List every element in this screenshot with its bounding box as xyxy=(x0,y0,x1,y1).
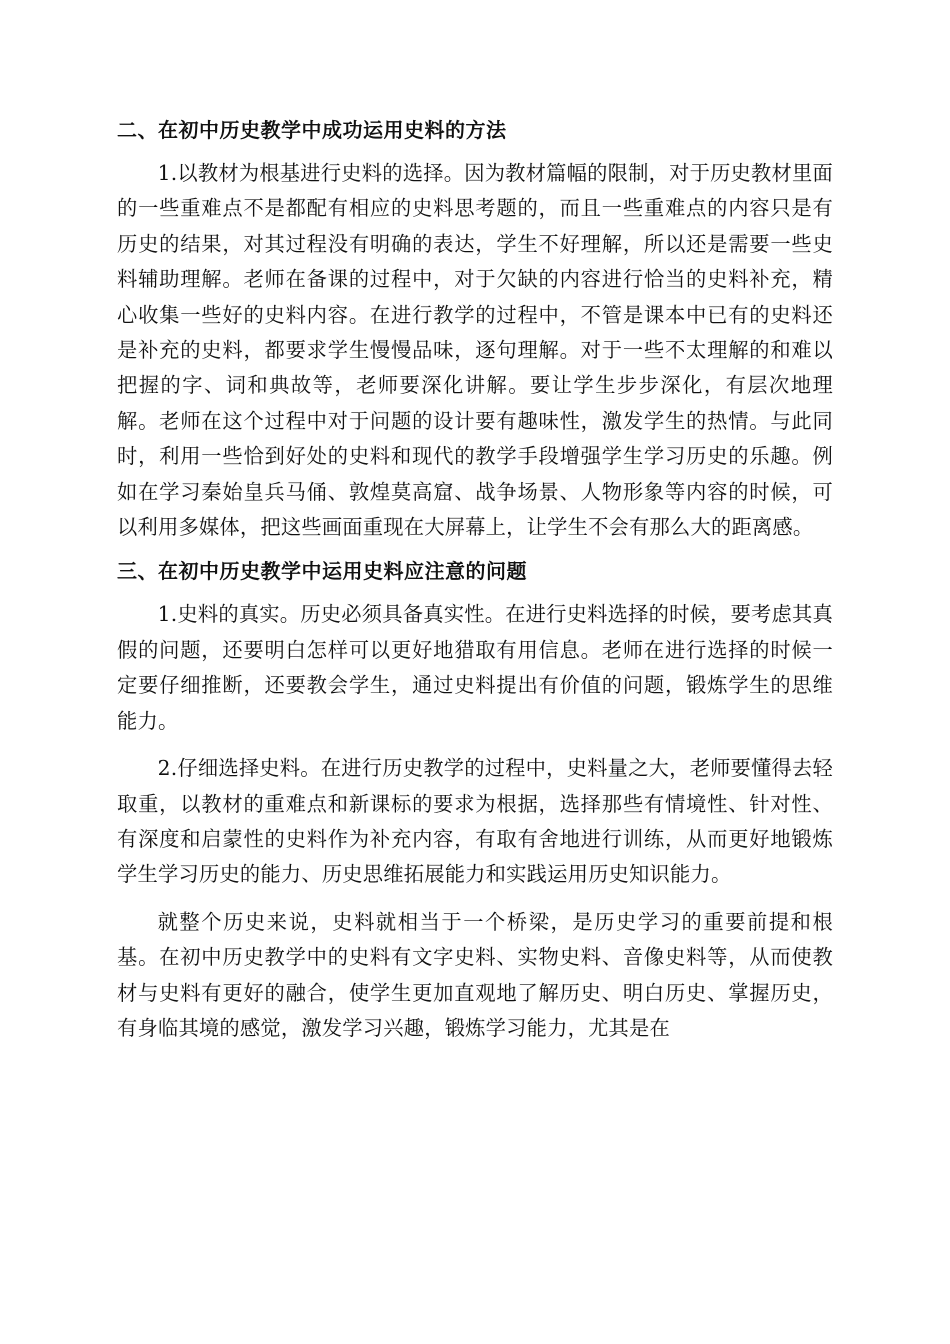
paragraph-textbook-selection: 1.以教材为根基进行史料的选择。因为教材篇幅的限制，对于历史教材里面的一些重难点不是都配有相应的史料思考题的，而且一些重难点的内容只是有历史的结果，对其过程没有明确的表达，学生不好理解，所以还是需要一些史料辅助理解。老师在备课的过程中，对于欠缺的内容进行恰当的史料补充，精心收集一些好的史料内容。在进行教学的过程中，不管是课本中已有的史料还是补充的史料，都要求学生慢慢品味，逐句理解。对于一些不太理解的和难以把握的字、词和典故等，老师要深化讲解。要让学生步步深化，有层次地理解。老师在这个过程中对于问题的设计要有趣味性，激发学生的热情。与此同时，利用一些恰到好处的史料和现代的教学手段增强学生学习历史的乐趣。例如在学习秦始皇兵马俑、敦煌莫高窟、战争场景、人物形象等内容的时候，可以利用多媒体，把这些画面重现在大屏幕上，让学生不会有那么大的距离感。 xyxy=(117,161,833,540)
paragraph-conclusion: 就整个历史来说，史料就相当于一个桥梁，是历史学习的重要前提和根基。在初中历史教学中的史料有文字史料、实物史料、音像史料等，从而使教材与史料有更好的融合，使学生更加直观地了解历史、明白历史、掌握历史，有身临其境的感觉，激发学习兴趣，锻炼学习能力，尤其是在 xyxy=(117,909,833,1040)
paragraph-authenticity: 1.史料的真实。历史必须具备真实性。在进行史料选择的时候，要考虑其真假的问题，还要明白怎样可以更好地猎取有用信息。老师在进行选择的时候一定要仔细推断，还要教会学生，通过史料提出有价值的问题，锻炼学生的思维能力。 xyxy=(117,602,833,733)
document-body xyxy=(117,108,833,1046)
section-heading-issues: 三、在初中历史教学中运用史料应注意的问题 xyxy=(117,559,527,584)
section-heading-methods: 二、在初中历史教学中成功运用史料的方法 xyxy=(117,118,507,142)
paragraph-careful-selection: 2.仔细选择史料。在进行历史教学的过程中，史料量之大，老师要懂得去轻取重，以教材的重难点和新课标的要求为根据，选择那些有情境性、针对性、有深度和启蒙性的史料作为补充内容，有取有舍地进行训练，从而更好地锻炼学生学习历史的能力、历史思维拓展能力和实践运用历史知识能力。 xyxy=(117,756,833,887)
